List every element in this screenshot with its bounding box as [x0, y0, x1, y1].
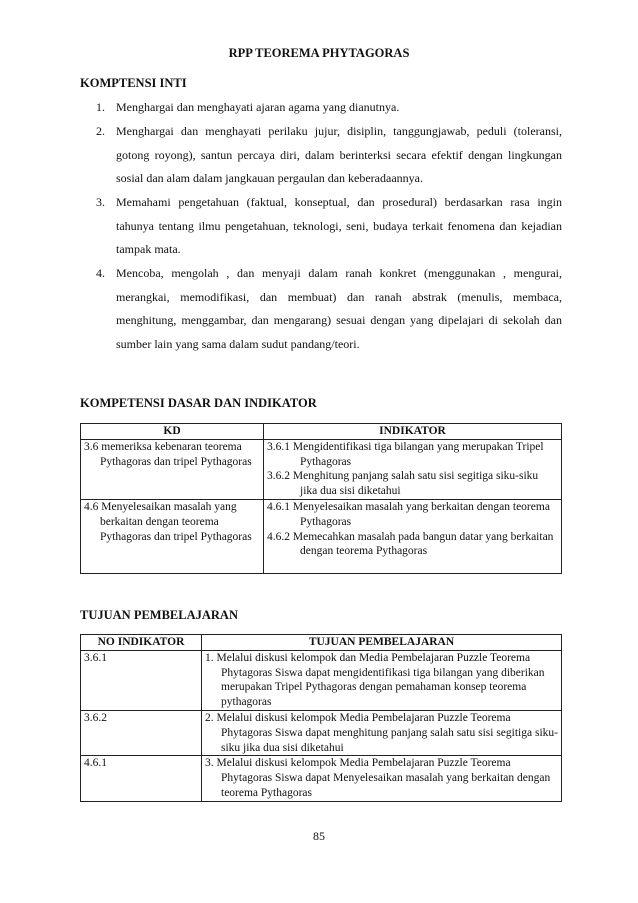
- ki-item-4: [80, 262, 562, 357]
- tp-heading: TUJUAN PEMBELAJARAN: [80, 608, 238, 622]
- indikator-item: 4.6.1 Menyelesaikan masalah yang berkaitan dengan teorema Pythagoras: [267, 500, 550, 528]
- column-header-kd: KD: [81, 424, 264, 440]
- column-header-tujuan: TUJUAN PEMBELAJARAN: [202, 635, 562, 651]
- ki-item-3: [80, 191, 562, 262]
- tujuan-text: 3. Melalui diskusi kelompok Media Pembelajaran Puzzle Teorema Phytagoras Siswa dapat Menyelesaikan masalah yang berkaitan dengan teorema Pythagoras: [205, 757, 551, 799]
- tujuan-text: 2. Melalui diskusi kelompok Media Pembelajaran Puzzle Teorema Phytagoras Siswa dapat menghitung panjang salah satu sisi segitiga siku-siku jika dua sisi diketahui: [205, 711, 558, 754]
- tujuan-cell: [202, 710, 562, 755]
- ki-item-number: 3.: [96, 195, 105, 209]
- ki-list: [80, 96, 562, 357]
- table-row: [81, 499, 562, 573]
- ki-item-text: Mencoba, mengolah , dan menyaji dalam ranah konkret (menggunakan , mengurai, merangkai, memodifikasi, dan membuat) dan ranah abstrak (menulis, membaca, menghitung, menggambar, dan mengarang) sesuai dengan yang dipelajari di sekolah dan sumber lain yang sama dalam sudut pandang/teori.: [116, 266, 562, 352]
- table-row: [81, 650, 562, 710]
- kd-text: 4.6 Menyelesaikan masalah yang berkaitan dengan teorema Pythagoras dan tripel Pythagoras: [84, 500, 252, 543]
- indikator-item: 3.6.1 Mengidentifikasi tiga bilangan yang merupakan Tripel Pythagoras: [267, 440, 544, 468]
- document-title: RPP TEOREMA PHYTAGORAS: [228, 46, 410, 60]
- ki-item-1: [80, 96, 562, 120]
- ki-item-number: 2.: [96, 124, 105, 138]
- ki-heading: KOMPTENSI INTI: [80, 76, 187, 90]
- ki-item-text: Menghargai dan menghayati ajaran agama yang dianutnya.: [116, 100, 400, 114]
- ki-item-2: [80, 120, 562, 191]
- kd-cell: [81, 439, 264, 499]
- kd-cell: [81, 499, 264, 573]
- tujuan-pembelajaran-table: [80, 634, 562, 802]
- tujuan-cell: [202, 756, 562, 801]
- table-row: [81, 710, 562, 755]
- tujuan-cell: [202, 650, 562, 710]
- ki-item-number: 1.: [96, 100, 105, 114]
- ki-item-text: Menghargai dan menghayati perilaku jujur, disiplin, tanggungjawab, peduli (toleransi, gotong royong), santun percaya diri, dalam berinterksi secara efektif dengan lingkungan sosial dan alam dalam jangkauan pergaulan dan keberadaannya.: [116, 124, 562, 186]
- table-row: [81, 439, 562, 499]
- table-row: [81, 756, 562, 801]
- no-indikator-cell: 3.6.2: [81, 710, 202, 755]
- indikator-cell: [264, 499, 562, 573]
- column-header-indikator: INDIKATOR: [264, 424, 562, 440]
- table-header-row: [81, 635, 562, 651]
- page-number: 85: [313, 829, 325, 843]
- kd-text: 3.6 memeriksa kebenaran teorema Pythagoras dan tripel Pythagoras: [84, 440, 252, 468]
- indikator-item: 4.6.2 Memecahkan masalah pada bangun datar yang berkaitan dengan teorema Pythagoras: [267, 530, 554, 558]
- tujuan-text: 1. Melalui diskusi kelompok dan Media Pembelajaran Puzzle Teorema Phytagoras Siswa dapat mengidentifikasi tiga bilangan yang diberikan merupakan Tripel Pythagoras dengan pemahaman konsep teorema pythagoras: [205, 651, 545, 709]
- column-header-no-indikator: NO INDIKATOR: [81, 635, 202, 651]
- indikator-cell: [264, 439, 562, 499]
- ki-item-text: Memahami pengetahuan (faktual, konseptual, dan prosedural) berdasarkan rasa ingin tahunya tentang ilmu pengetahuan, teknologi, seni, budaya terkait fenomena dan kejadian tampak mata.: [116, 195, 562, 257]
- no-indikator-cell: 3.6.1: [81, 650, 202, 710]
- indikator-item: 3.6.2 Menghitung panjang salah satu sisi segitiga siku-siku jika dua sisi diketahui: [267, 470, 539, 498]
- kd-indikator-table: [80, 423, 562, 574]
- no-indikator-cell: 4.6.1: [81, 756, 202, 801]
- kd-heading: KOMPETENSI DASAR DAN INDIKATOR: [80, 396, 317, 410]
- table-header-row: [81, 424, 562, 440]
- ki-item-number: 4.: [96, 266, 105, 280]
